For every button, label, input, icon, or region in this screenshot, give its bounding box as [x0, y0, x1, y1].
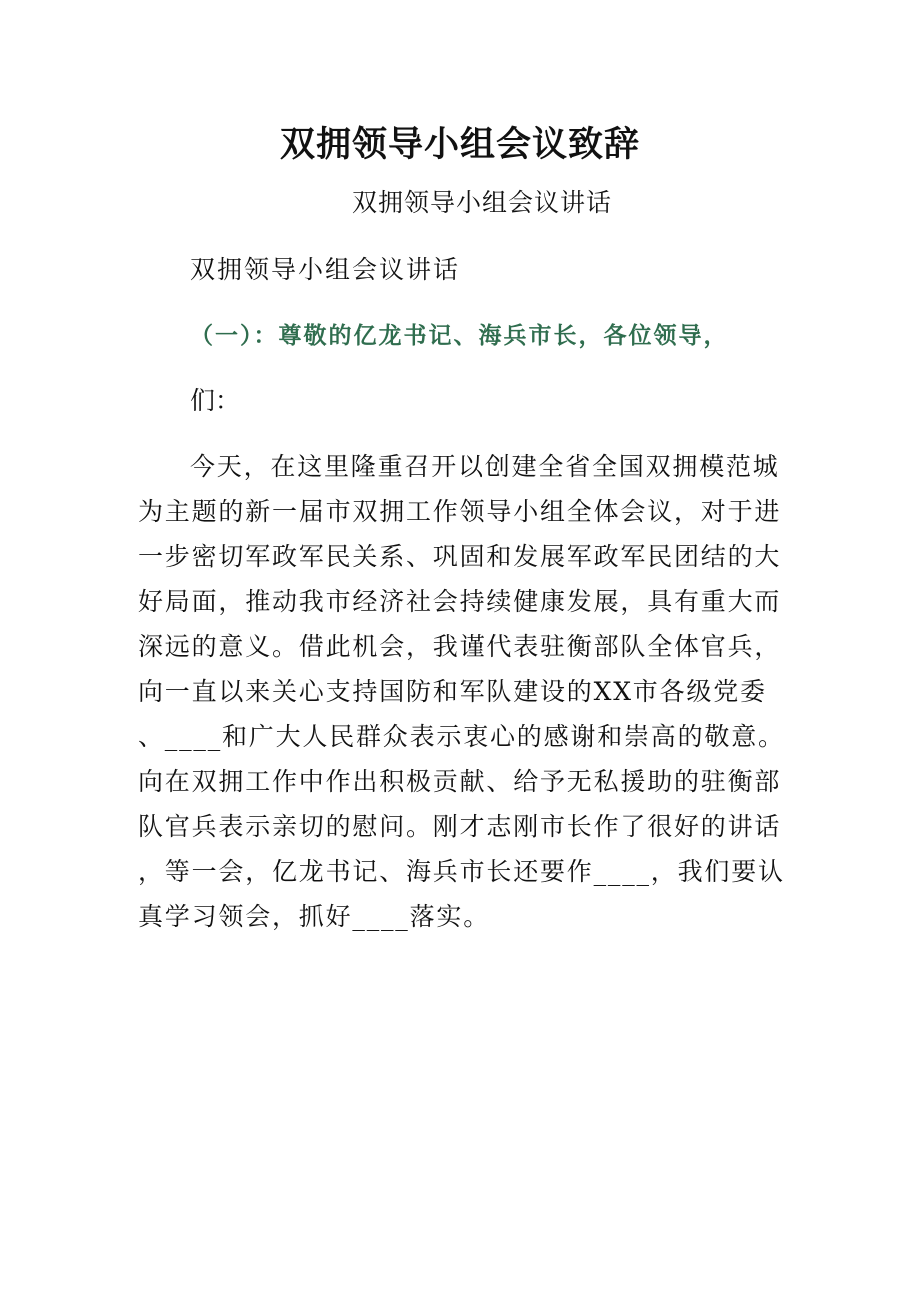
body-line: 向一直以来关心支持国防和军队建设的XX市各级党委 [138, 677, 767, 706]
body-line: 好局面，推动我市经济社会持续健康发展，具有重大而 [138, 587, 782, 616]
salutation-continuation: 们： [190, 386, 241, 415]
salutation-line: （一）：尊敬的亿龙书记、海兵市长，各位领导， [190, 322, 729, 349]
document-title: 双拥领导小组会议致辞 [279, 125, 640, 165]
body-line: 为主题的新一届市双拥工作领导小组全体会议，对于进 [138, 497, 782, 526]
body-line: 队官兵表示亲切的慰问。刚才志刚市长作了很好的讲话 [138, 812, 782, 841]
body-paragraph [138, 444, 785, 939]
body-line: 真学习领会，抓好____落实。 [138, 902, 491, 931]
body-line: 深远的意义。借此机会，我谨代表驻衡部队全体官兵， [138, 632, 782, 661]
body-line: 、____和广大人民群众表示衷心的感谢和崇高的敬意。 [138, 722, 785, 751]
body-line: 向在双拥工作中作出积极贡献、给予无私援助的驻衡部 [138, 767, 782, 796]
section-heading: 双拥领导小组会议讲话 [190, 255, 461, 284]
body-line: 一步密切军政军民关系、巩固和发展军政军民团结的大 [138, 542, 782, 571]
body-line: ，等一会，亿龙书记、海兵市长还要作____，我们要认 [138, 857, 785, 886]
document-subtitle: 双拥领导小组会议讲话 [352, 188, 613, 217]
body-line: 今天，在这里隆重召开以创建全省全国双拥模范城 [190, 452, 780, 481]
